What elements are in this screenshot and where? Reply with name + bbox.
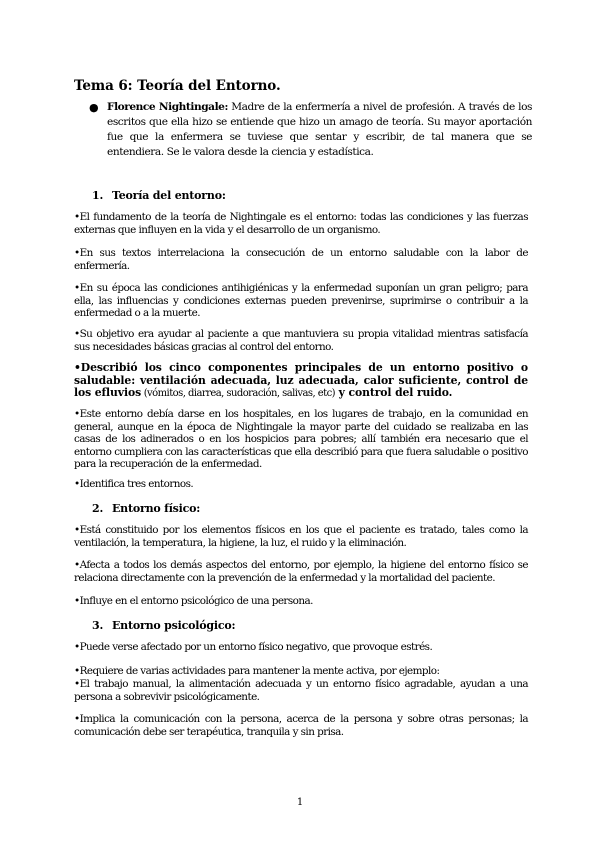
section-number: 2. [92,502,104,515]
paragraph: •Afecta a todos los demás aspectos del entorno, por ejemplo, la higiene del entorno físico se relaciona directamente con la prevención de la enfermedad y la mortalidad del paciente. [74,559,528,584]
paragraph: •En sus textos interrelaciona la consecución de un entorno saludable con la labor de enfermería. [74,247,528,272]
section-number: 1. [92,189,104,202]
section-heading-2 [92,502,200,515]
paragraph: •Requiere de varias actividades para mantener la mente activa, por ejemplo: [74,665,440,677]
paragraph: •En su época las condiciones antihigiénicas y la enfermedad suponían un gran peligro; para ella, las influencias y condiciones externas pueden prevenirse, suprimirse o contribuir a la enfermedad o a la muerte. [74,282,528,319]
paragraph: •Puede verse afectado por un entorno físico negativo, que provoque estrés. [74,641,433,653]
intro-text: Madre de la enfermería a nivel de profesión. A través de los escritos que ella hizo se entiende que hizo un amago de teoría. Su mayor aportación fue que la enfermera se tuviese que sentar y escribir, de tal manera que se entendiera. Se le valora desde la ciencia y estadística. [107,101,532,158]
paragraph: •Está constituido por los elementos físicos en los que el paciente es tratado, tales como la ventilación, la temperatura, la higiene, la luz, el ruido y la eliminación. [74,524,528,549]
section-heading-1 [92,189,226,202]
five-components-paragraph [74,362,528,401]
page-title: Tema 6: Teoría del Entorno. [74,78,281,94]
five-components-lead: •Describió los cinco componentes principales de un entorno positivo o saludable: ventilación adecuada, luz adecuada, calor suficiente, control de los efluvios [74,361,528,400]
page-number: 1 [296,797,304,808]
paragraph: •Su objetivo era ayudar al paciente a que mantuviera su propia vitalidad mientras satisfacía sus necesidades básicas gracias al control del entorno. [74,328,528,353]
paragraph: •Influye en el entorno psicológico de una persona. [74,595,313,607]
paragraph: •Implica la comunicación con la persona, acerca de la persona y sobre otras personas; la comunicación debe ser terapéutica, tranquila y sin prisa. [74,713,528,738]
intro-name: Florence Nightingale: [107,101,228,113]
paragraph: •El fundamento de la teoría de Nightingale es el entorno: todas las condiciones y las fuerzas externas que influyen en la vida y el desarrollo de un organismo. [74,211,528,236]
section-title: Entorno psicológico: [112,619,236,632]
section-title: Entorno físico: [112,502,201,515]
paragraph: •Este entorno debía darse en los hospitales, en los lugares de trabajo, en la comunidad en general, aunque en la época de Nightingale la mayor parte del cuidado se realizaba en las casas de los adinerados o en los hospicios para pobres; allí también era necesario que el entorno cumpliera con las características que ella describió para que fuera saludable o positivo para la recuperación de la enfermedad. [74,408,528,470]
section-title: Teoría del entorno: [112,189,226,202]
bullet-icon: ● [89,101,99,114]
five-components-aside: (vómitos, diarrea, sudoración, salivas, etc) [141,388,336,400]
five-components-tail: y control del ruido. [335,386,453,400]
intro-bullet-item [89,100,532,160]
section-heading-3 [92,619,235,632]
paragraph: •El trabajo manual, la alimentación adecuada y un entorno físico agradable, ayudan a una persona a sobrevivir psicológicamente. [74,678,528,703]
section-number: 3. [92,619,104,632]
paragraph: •Identifica tres entornos. [74,478,194,490]
